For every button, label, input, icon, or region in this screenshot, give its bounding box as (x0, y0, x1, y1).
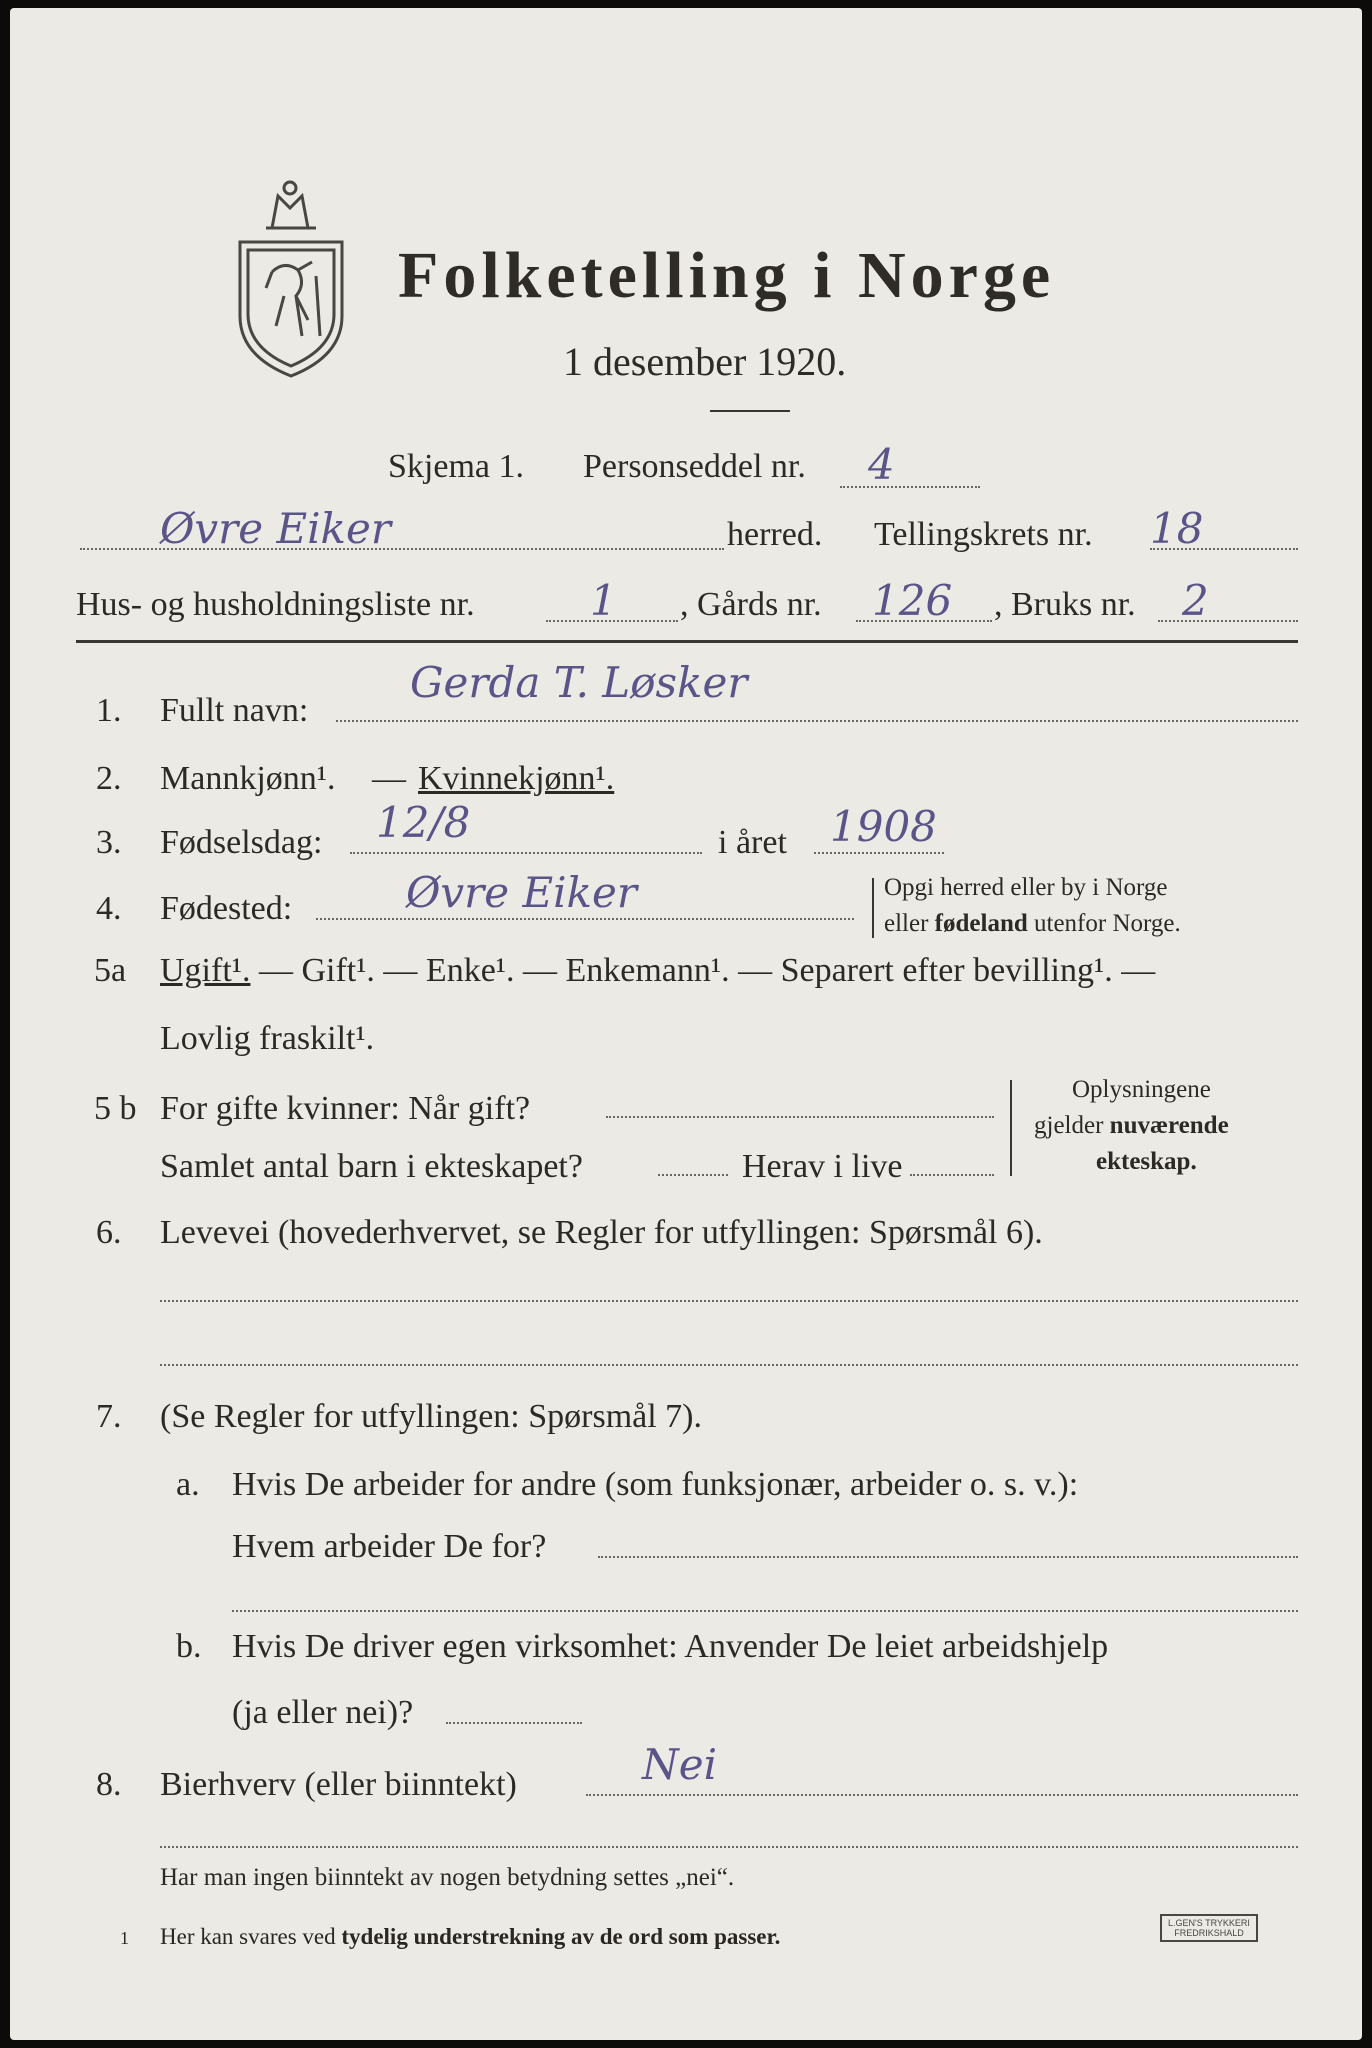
birthday-value: 12/8 (376, 798, 471, 847)
employer-field-line1[interactable] (598, 1556, 1298, 1558)
q3-year-label: i året (718, 824, 787, 861)
q5b-alive-label: Herav i live (742, 1148, 903, 1185)
personseddel-label: Personseddel nr. (583, 448, 806, 485)
q5b-note-line3: ekteskap. (1096, 1148, 1197, 1175)
q3-number: 3. (96, 824, 122, 861)
married-date-field[interactable] (606, 1116, 994, 1118)
q5b-number: 5 b (94, 1090, 137, 1127)
skjema-label: Skjema 1. (388, 448, 524, 485)
q5a-number: 5a (94, 952, 127, 989)
census-form (10, 8, 1362, 2040)
q8-number: 8. (96, 1766, 122, 1803)
hired-help-field[interactable] (446, 1722, 582, 1724)
q7-label: (Se Regler for utfyllingen: Spørsmål 7). (160, 1398, 703, 1435)
header-divider (76, 640, 1298, 643)
herred-value: Øvre Eiker (160, 504, 391, 553)
q4-label: Fødested: (160, 890, 293, 927)
occupation-field-line2[interactable] (160, 1364, 1298, 1366)
q5b-children-label: Samlet antal barn i ekteskapet? (160, 1148, 583, 1185)
gender-female-option[interactable]: Kvinnekjønn¹. (418, 760, 615, 797)
side-income-field[interactable] (586, 1794, 1298, 1796)
q7b-sub-label: (ja eller nei)? (232, 1694, 414, 1731)
birth-year-value: 1908 (830, 802, 937, 851)
bruks-label: , Bruks nr. (994, 586, 1136, 623)
q4-note-line2: eller fødeland utenfor Norge. (884, 910, 1181, 937)
personseddel-field[interactable] (840, 486, 980, 488)
hus-value: 1 (590, 576, 617, 625)
q7b-text: Hvis De driver egen virksomhet: Anvender De leiet arbeidshjelp (232, 1628, 1109, 1665)
tellingskrets-label: Tellingskrets nr. (874, 516, 1093, 553)
gards-label: , Gårds nr. (680, 586, 822, 623)
q7-number: 7. (96, 1398, 122, 1435)
title-divider (710, 410, 790, 412)
q6-label: Levevei (hovederhvervet, se Regler for utfyllingen: Spørsmål 6). (160, 1214, 1043, 1251)
q5b-note-line2: gjelder nuværende (1034, 1112, 1229, 1139)
printer-mark: L.GEN'S TRYKKERI FREDRIKSHALD (1160, 1914, 1258, 1942)
full-name-value: Gerda T. Løsker (410, 658, 748, 707)
birthday-field[interactable] (350, 852, 702, 854)
marital-status-options[interactable] (160, 952, 1155, 990)
footer-note: Har man ingen biinntekt av nogen betydning settes „nei“. (160, 1864, 735, 1891)
birthplace-value: Øvre Eiker (406, 868, 637, 917)
form-title: Folketelling i Norge (398, 239, 1056, 312)
q8-label: Bierhverv (eller biinntekt) (160, 1766, 517, 1803)
q3-label: Fødselsdag: (160, 824, 323, 861)
birth-year-field[interactable] (814, 852, 944, 854)
marital-ugift-option[interactable]: Ugift¹. (160, 952, 251, 989)
q7a-sub-label: Hvem arbeider De for? (232, 1528, 547, 1565)
q5b-brace (1010, 1080, 1012, 1176)
hus-label: Hus- og husholdningsliste nr. (76, 586, 475, 623)
q1-label: Fullt navn: (160, 692, 309, 729)
q6-number: 6. (96, 1214, 122, 1251)
employer-field-line2[interactable] (232, 1610, 1298, 1612)
q4-note-line1: Opgi herred eller by i Norge (884, 874, 1168, 901)
birthplace-field[interactable] (316, 918, 854, 920)
q5b-married-label: For gifte kvinner: Når gift? (160, 1090, 531, 1127)
footnote-text: Her kan svares ved tydelig understrekning av de ord som passer. (160, 1924, 781, 1949)
q4-number: 4. (96, 890, 122, 927)
tellingskrets-value: 18 (1150, 504, 1204, 553)
personseddel-value: 4 (868, 440, 895, 489)
bruks-field[interactable] (1158, 620, 1298, 622)
side-income-value: Nei (642, 1740, 718, 1789)
form-date: 1 desember 1920. (563, 339, 847, 384)
children-alive-field[interactable] (910, 1174, 994, 1176)
side-income-field-line2[interactable] (160, 1846, 1298, 1848)
footnote-number: 1 (120, 1928, 129, 1948)
marital-fraskilt-option[interactable]: Lovlig fraskilt¹. (160, 1020, 375, 1057)
q7b-letter: b. (176, 1628, 202, 1665)
q2-number: 2. (96, 760, 122, 797)
gender-male-option[interactable]: Mannkjønn¹. (160, 760, 336, 797)
gards-value: 126 (872, 576, 953, 625)
q7a-letter: a. (176, 1466, 200, 1503)
q4-brace (872, 878, 874, 938)
children-count-field[interactable] (658, 1174, 728, 1176)
bruks-value: 2 (1182, 576, 1209, 625)
gender-dash: — (372, 760, 406, 797)
herred-label: herred. (727, 516, 823, 553)
q1-number: 1. (96, 692, 122, 729)
q7a-text: Hvis De arbeider for andre (som funksjonær, arbeider o. s. v.): (232, 1466, 1079, 1503)
full-name-field[interactable] (336, 720, 1298, 722)
marital-other-options[interactable]: — Gift¹. — Enke¹. — Enkemann¹. — Separert efter bevilling¹. — (250, 952, 1156, 989)
q5b-note-line1: Oplysningene (1072, 1076, 1211, 1103)
occupation-field-line1[interactable] (160, 1300, 1298, 1302)
coat-of-arms-icon (232, 176, 350, 386)
